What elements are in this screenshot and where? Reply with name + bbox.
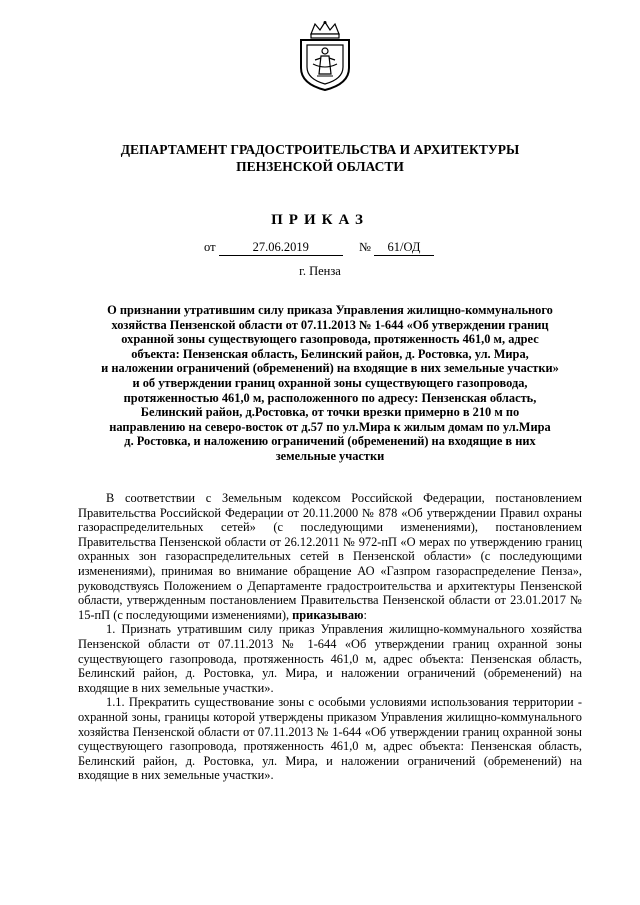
item-1: 1. Признать утратившим силу приказ Управления жилищно-коммунального хозяйства Пензенской области от 07.11.2013 № 1-644 «Об утверждении границ охранной зоны существующего газопровода, протяженность 461,0 м, адрес объекта: Пензенская область, Белинский район, д. Ростовка, ул. Мира, и наложении ограничений (обременений) на входящие в них земельные участки».	[78, 622, 582, 695]
order-date: 27.06.2019	[219, 240, 343, 256]
coat-of-arms-icon	[297, 20, 353, 92]
title-line: и наложении ограничений (обременений) на входящие в них земельные участки»	[101, 361, 559, 376]
title-line: и об утверждении границ охранной зоны существующего газопровода,	[132, 375, 528, 390]
order-heading: ПРИКАЗ	[271, 212, 369, 228]
title-line: охранной зоны существующего газопровода, протяженность 461,0 м, адрес	[121, 332, 539, 347]
title-line: земельные участки	[275, 448, 385, 463]
title-line: хозяйства Пензенской области от 07.11.2013 № 1-644 «Об утверждении границ	[111, 317, 549, 332]
title-line: направлению на северо-восток от д.57 по ул.Мира к жилым домам по ул.Мира	[109, 419, 551, 434]
preamble-paragraph	[78, 491, 582, 622]
order-verb: приказываю	[292, 607, 364, 622]
title-line: д. Ростовка, и наложению ограничений (обременений) на входящие в них	[124, 434, 536, 449]
order-number: 61/ОД	[374, 240, 434, 256]
title-line: объекта: Пензенская область, Белинский район, д. Ростовка, ул. Мира,	[131, 346, 529, 361]
department-name	[0, 141, 640, 175]
preamble-colon: :	[363, 607, 367, 622]
order-title	[70, 303, 590, 464]
order-city: г. Пенза	[299, 264, 341, 278]
department-line-2: ПЕНЗЕНСКОЙ ОБЛАСТИ	[236, 159, 404, 174]
order-body	[78, 491, 582, 783]
number-label: №	[358, 240, 371, 254]
title-line: протяженностью 461,0 м, расположенного по адресу: Пензенская область,	[123, 390, 537, 405]
order-date-number-line	[204, 240, 434, 256]
item-1-1: 1.1. Прекратить существование зоны с особыми условиями использования территории - охранной зоны, границы которой утверждены приказом Управления жилищно-коммунального хозяйства Пензенской области от 07.11.2013 № 1-644 «Об утверждении границ охранной зоны существующего газопровода, протяженность 461,0 м, адрес объекта: Пензенская область, Белинский район, д. Ростовка, ул. Мира, и наложении ограничений (обременений) на входящие в них земельные участки».	[78, 695, 582, 783]
title-line: Белинский район, д.Ростовка, от точки врезки примерно в 210 м по	[140, 405, 520, 420]
title-line: О признании утратившим силу приказа Управления жилищно-коммунального	[107, 303, 553, 317]
preamble-text: В соответствии с Земельным кодексом Российской Федерации, постановлением Правительства Российской Федерации от 20.11.2000 № 878 «Об утверждении Правил охраны газораспределительных сетей» (с последующими изменениями), постановлением Правительства Пензенской области от 26.12.2011 № 972-пП «О мерах по утверждению границ охранных зон газораспределительных сетей в Пензенской области» (с последующими изменениями), принимая во внимание обращение АО «Газпром газораспределение Пенза», руководствуясь Положением о Департаменте градостроительства и архитектуры Пензенской области, утвержденным постановлением Правительства Пензенской области от 23.01.2017 № 15-пП (с последующими изменениями),	[78, 491, 582, 622]
department-line-1: ДЕПАРТАМЕНТ ГРАДОСТРОИТЕЛЬСТВА И АРХИТЕКТУРЫ	[120, 142, 520, 157]
from-label: от	[204, 240, 216, 254]
